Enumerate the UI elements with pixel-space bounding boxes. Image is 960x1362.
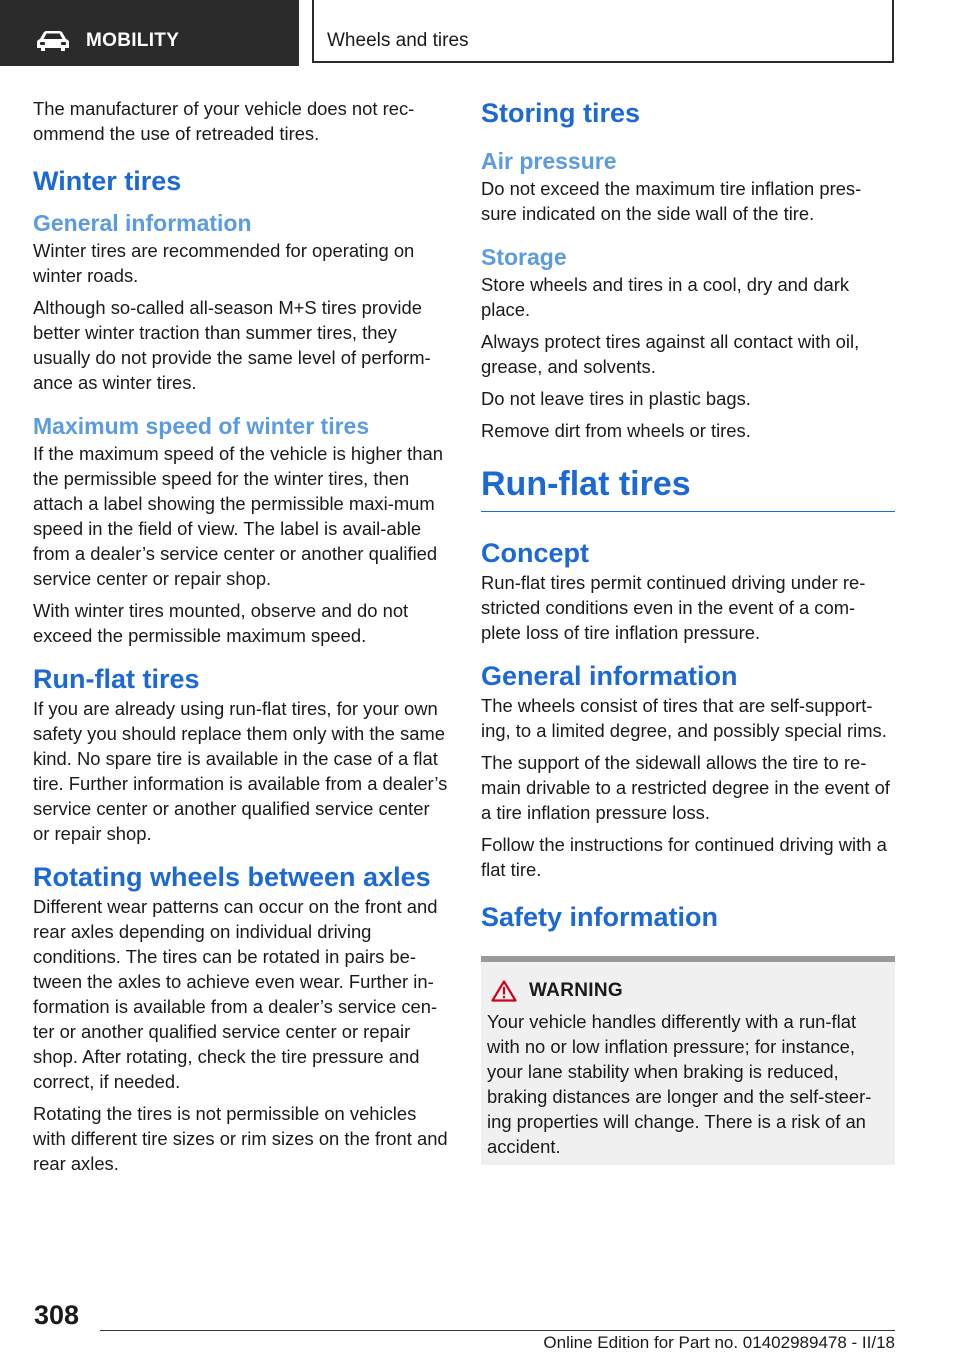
chapter-title: Wheels and tires — [327, 30, 469, 51]
footer-rule — [100, 1330, 895, 1331]
runflat-paragraph: If you are already using run-flat tires, for your own safety you should replace them only with the same kind. No spare tire is available in the case of a flat tire. Further information is available from a dealer’s service center or another qualified service center or repair shop. — [33, 698, 448, 844]
retread-paragraph: The manufacturer of your vehicle does not rec‐ommend the use of retreaded tires. — [33, 98, 415, 144]
left-column — [33, 96, 449, 1183]
rotating-paragraph-1: Different wear patterns can occur on the front and rear axles depending on individual driving conditions. The tires can be rotated in pairs be‐tween the axles to achieve even wear. Further in‐formation is available from a dealer’s service cen‐ter or another qualified service center or repair shop. After rotating, check the tire pressure and correct, if needed. — [33, 896, 438, 1092]
storage-paragraph-4: Remove dirt from wheels or tires. — [481, 420, 751, 441]
chapter-tab — [312, 0, 894, 63]
right-column — [481, 96, 895, 1165]
air-pressure-heading: Air pressure — [481, 148, 617, 174]
edition-text: Online Edition for Part no. 01402989478 - II/18 — [543, 1333, 895, 1352]
max-speed-paragraph-1: If the maximum speed of the vehicle is higher than the permissible speed for the winter tires, then attach a label showing the permissible maxi‐mum speed in the field of view. The label is avail‐able from a dealer’s service center or another qualified service center or repair shop. — [33, 443, 443, 589]
general-paragraph-2: Although so-called all-season M+S tires provide better winter traction than summer tires, they usually do not provide the same level of perform‐ance as winter tires. — [33, 297, 431, 393]
page-number: 308 — [34, 1300, 80, 1330]
car-icon — [36, 30, 70, 52]
storage-paragraph-3: Do not leave tires in plastic bags. — [481, 388, 751, 409]
runflat-general-heading: General information — [481, 661, 738, 691]
runflat-general-paragraph-3: Follow the instructions for continued driving with a flat tire. — [481, 834, 887, 880]
general-info-heading: General information — [33, 210, 252, 236]
warning-box — [481, 956, 895, 1165]
winter-tires-heading: Winter tires — [33, 166, 182, 196]
storage-paragraph-2: Always protect tires against all contact with oil, grease, and solvents. — [481, 331, 860, 377]
rotating-heading: Rotating wheels between axles — [33, 862, 431, 892]
runflat-heading: Run-flat tires — [33, 664, 200, 694]
storage-paragraph-1: Store wheels and tires in a cool, dry and dark place. — [481, 274, 850, 320]
runflat-general-paragraph-1: The wheels consist of tires that are self-support‐ing, to a limited degree, and possibly special rims. — [481, 695, 887, 741]
general-paragraph-1: Winter tires are recommended for operating on winter roads. — [33, 240, 415, 286]
heading-rule — [481, 511, 895, 512]
section-tab — [0, 0, 299, 66]
warning-header — [487, 980, 889, 1002]
safety-info-heading: Safety information — [481, 902, 719, 932]
storage-heading: Storage — [481, 244, 567, 270]
page-header — [0, 0, 960, 66]
rotating-paragraph-2: Rotating the tires is not permissible on vehicles with different tire sizes or rim sizes on the front and rear axles. — [33, 1103, 448, 1174]
runflat-main-heading: Run-flat tires — [481, 465, 691, 503]
concept-paragraph: Run-flat tires permit continued driving under re‐stricted conditions even in the event of a com‐plete loss of tire inflation pressure. — [481, 572, 866, 643]
concept-heading: Concept — [481, 538, 589, 568]
warning-triangle-icon — [491, 980, 517, 1002]
warning-title: WARNING — [529, 980, 623, 1001]
storing-tires-heading: Storing tires — [481, 98, 641, 128]
max-speed-paragraph-2: With winter tires mounted, observe and do not exceed the permissible maximum speed. — [33, 600, 409, 646]
air-pressure-paragraph: Do not exceed the maximum tire inflation pres‐sure indicated on the side wall of the tire. — [481, 178, 862, 224]
max-speed-heading: Maximum speed of winter tires — [33, 413, 370, 439]
warning-text: Your vehicle handles differently with a run-flat with no or low inflation pressure; for instance, your lane stability when braking is reduced, braking distances are longer and the self-steer‐ing properties will change. There is a risk of an accident. — [487, 1011, 872, 1157]
section-label: MOBILITY — [86, 30, 180, 51]
runflat-general-paragraph-2: The support of the sidewall allows the tire to re‐main drivable to a restricted degree in the event of a tire inflation pressure loss. — [481, 752, 890, 823]
